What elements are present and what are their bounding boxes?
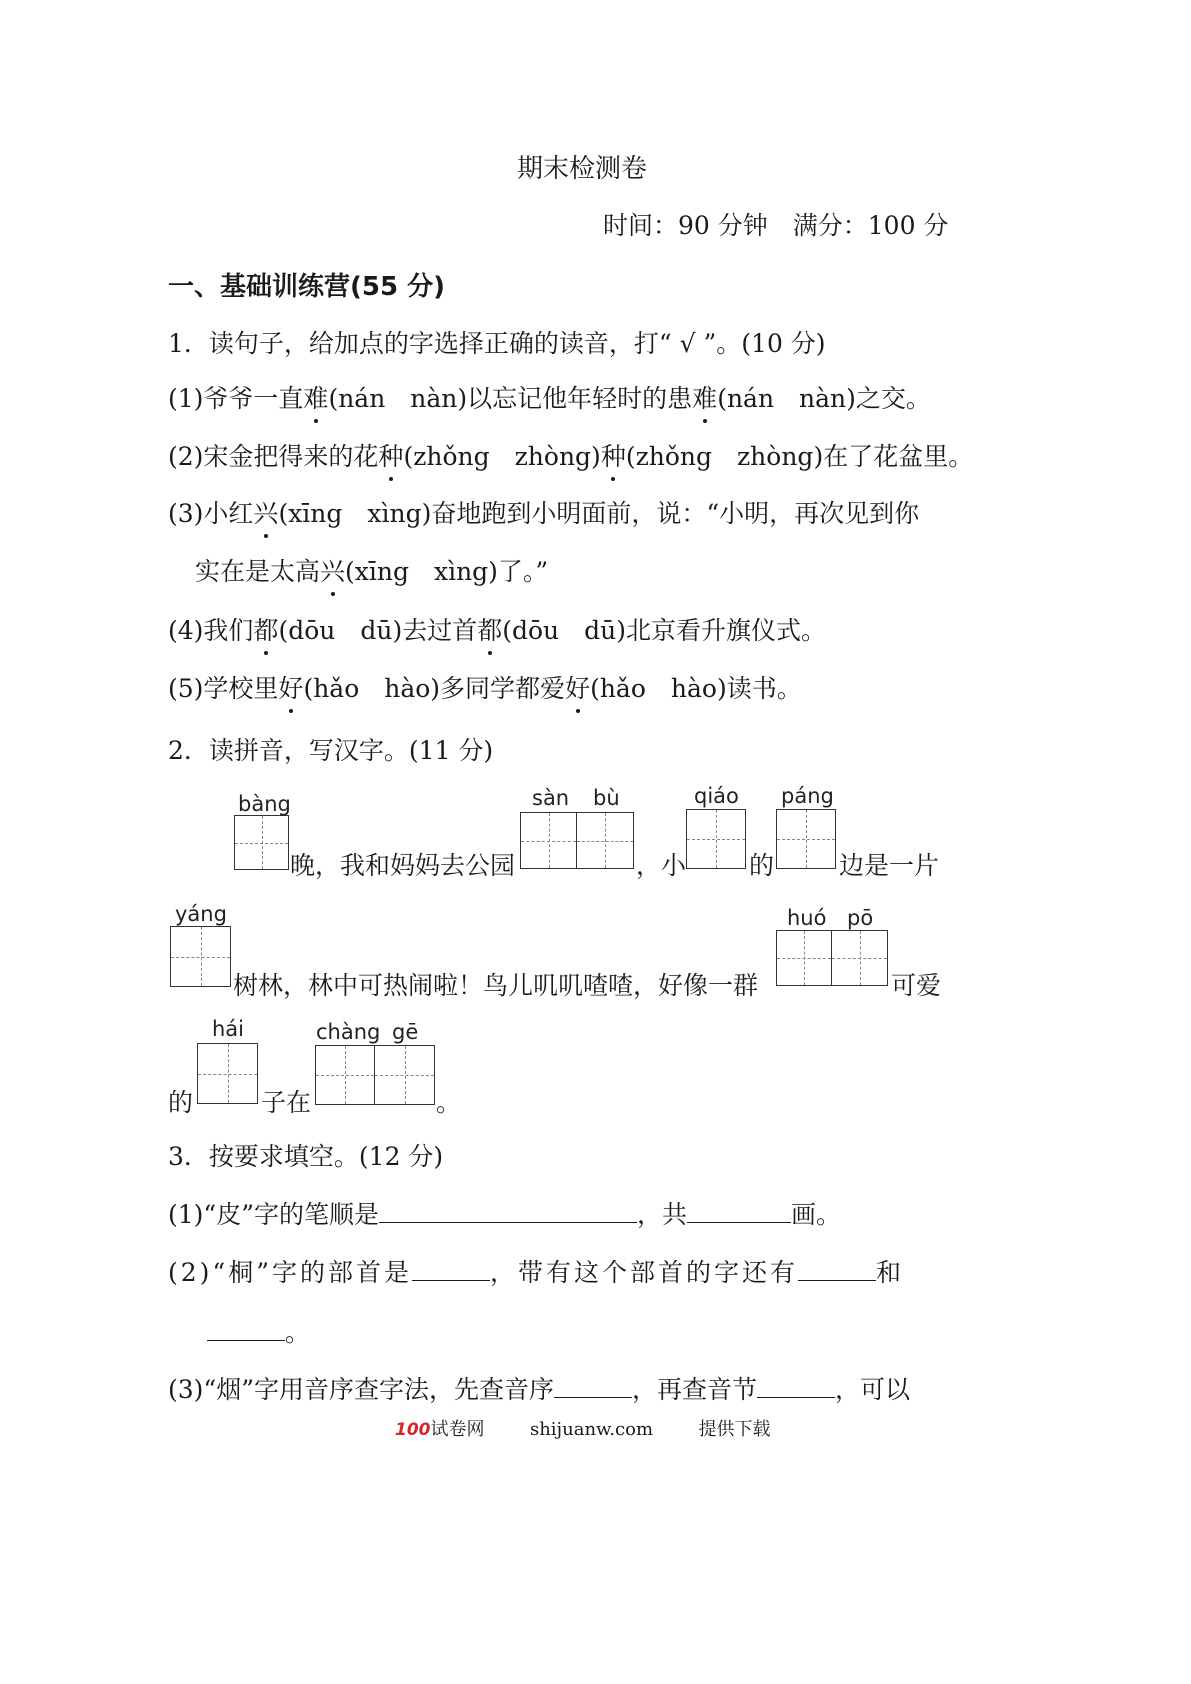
q2-text: 的: [749, 851, 775, 880]
pinyin-label: páng: [781, 784, 834, 808]
q2-text: 的: [168, 1088, 194, 1117]
footer: [395, 1415, 771, 1441]
pinyin-label: huó: [787, 906, 827, 930]
q2-text: 子在: [261, 1088, 312, 1117]
q3-item-2: (2)“桐”字的部首是 ，带有这个部首的字还有 和: [168, 1258, 905, 1287]
q3-item-3: (3)“烟”字用音序查字法，先查音序 ，再查音节 ，可以: [168, 1375, 911, 1404]
pinyin-label: bàng: [238, 792, 291, 816]
pinyin-label: yáng: [175, 902, 227, 926]
write-box[interactable]: [776, 930, 888, 986]
exam-meta: 时间：90 分钟 满分：100 分: [603, 211, 949, 240]
site-url[interactable]: shijuanw.com: [529, 1419, 654, 1440]
write-box[interactable]: [197, 1043, 258, 1104]
section-heading: 一、基础训练营(55 分): [168, 272, 445, 302]
answer-blank[interactable]: [798, 1258, 876, 1281]
q2-text: 边是一片: [839, 851, 940, 880]
q1-heading: 1．读句子，给加点的字选择正确的读音，打“ √ ”。(10 分): [168, 329, 826, 358]
q3-item-1: (1)“皮”字的笔顺是 ，共 画。: [168, 1200, 842, 1229]
write-box[interactable]: [686, 809, 746, 869]
pinyin-label: bù: [593, 786, 620, 810]
pinyin-label: qiáo: [694, 784, 739, 808]
q3-heading: 3．按要求填空。(12 分): [168, 1142, 444, 1171]
answer-blank[interactable]: [207, 1318, 285, 1341]
write-box[interactable]: [170, 926, 231, 987]
q1-item-2: (2)宋金把得来的花种(zhǒng zhòng)种(zhǒng zhòng)在了花盆里。: [168, 437, 973, 473]
write-box[interactable]: [520, 812, 634, 869]
pinyin-label: pō: [847, 906, 874, 930]
write-box[interactable]: [776, 809, 836, 869]
q2-text: 晚，我和妈妈去公园: [290, 851, 516, 880]
footer-tail: 提供下载: [698, 1419, 771, 1440]
q1-item-4: (4)我们都(dōu dū)去过首都(dōu dū)北京看升旗仪式。: [168, 611, 826, 647]
q1-item-5: (5)学校里好(hǎo hào)多同学都爱好(hǎo hào)读书。: [168, 669, 802, 705]
answer-blank[interactable]: [554, 1375, 632, 1398]
pinyin-label: hái: [212, 1017, 245, 1041]
answer-blank[interactable]: [687, 1200, 791, 1223]
pinyin-label: sàn: [532, 786, 570, 810]
pinyin-label: chàng: [316, 1020, 381, 1044]
q3-item-2-cont: 。: [207, 1313, 310, 1349]
q2-text: 。: [436, 1088, 462, 1117]
site-logo: 100: [395, 1420, 431, 1440]
site-name: 试卷网: [430, 1419, 485, 1440]
q2-text: 可爱: [891, 971, 942, 1000]
q1-item-1: (1)爷爷一直难(nán nàn)以忘记他年轻时的患难(nán nàn)之交。: [168, 379, 931, 415]
q1-item-3-cont: 实在是太高兴(xīng xìng)了。”: [195, 552, 548, 588]
write-box[interactable]: [234, 815, 289, 870]
page-title: 期末检测卷: [517, 154, 648, 184]
q1-item-3: (3)小红兴(xīng xìng)奋地跑到小明面前，说：“小明，再次见到你: [168, 494, 919, 530]
pinyin-label: gē: [392, 1020, 419, 1044]
answer-blank[interactable]: [412, 1258, 490, 1281]
answer-blank[interactable]: [757, 1375, 835, 1398]
write-box[interactable]: [315, 1045, 435, 1105]
q2-text: 树林，林中可热闹啦！鸟儿叽叽喳喳，好像一群: [233, 971, 759, 1000]
q2-text: ，小: [636, 851, 687, 880]
q2-heading: 2．读拼音，写汉字。(11 分): [168, 736, 494, 765]
answer-blank[interactable]: [379, 1200, 637, 1223]
